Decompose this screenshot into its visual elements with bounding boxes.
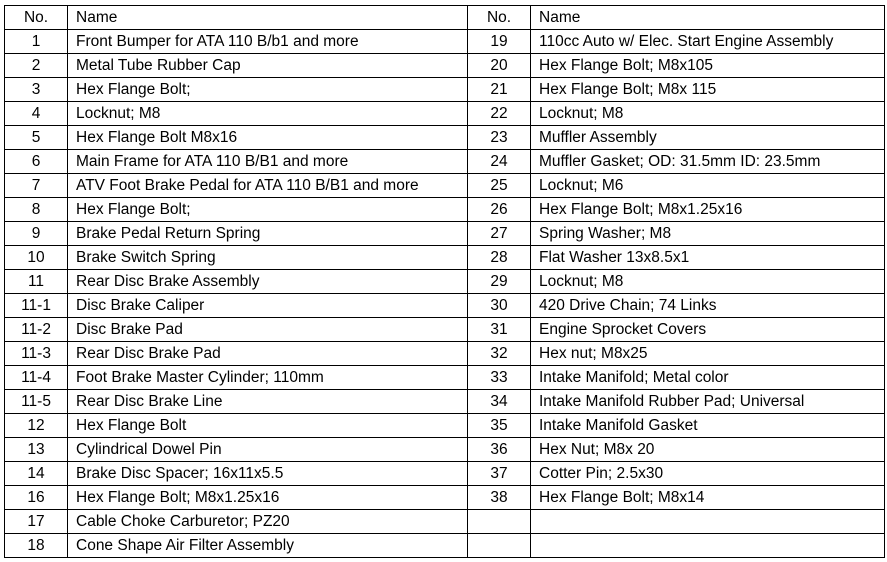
part-name-cell: Muffler Gasket; OD: 31.5mm ID: 23.5mm xyxy=(531,150,885,174)
part-name-cell: Muffler Assembly xyxy=(531,126,885,150)
part-name-cell: Hex Flange Bolt; M8x1.25x16 xyxy=(68,486,468,510)
parts-table xyxy=(4,5,885,558)
part-number-cell: 24 xyxy=(468,150,531,174)
part-number-cell: 1 xyxy=(5,30,68,54)
part-number-cell: 2 xyxy=(5,54,68,78)
part-number-cell: 23 xyxy=(468,126,531,150)
part-name-cell: Hex Flange Bolt; M8x14 xyxy=(531,486,885,510)
table-row xyxy=(5,246,885,270)
part-name-cell xyxy=(531,534,885,558)
table-row xyxy=(5,150,885,174)
right-name-header: Name xyxy=(531,6,885,30)
table-row xyxy=(5,198,885,222)
part-number-cell: 7 xyxy=(5,174,68,198)
part-number-cell: 4 xyxy=(5,102,68,126)
part-name-cell: Flat Washer 13x8.5x1 xyxy=(531,246,885,270)
part-name-cell: Brake Pedal Return Spring xyxy=(68,222,468,246)
table-row xyxy=(5,318,885,342)
part-name-cell: Cylindrical Dowel Pin xyxy=(68,438,468,462)
part-name-cell: Intake Manifold Gasket xyxy=(531,414,885,438)
part-name-cell: Locknut; M8 xyxy=(68,102,468,126)
part-name-cell: Rear Disc Brake Line xyxy=(68,390,468,414)
part-name-cell: Intake Manifold Rubber Pad; Universal xyxy=(531,390,885,414)
part-name-cell: Foot Brake Master Cylinder; 110mm xyxy=(68,366,468,390)
part-name-cell: Hex Nut; M8x 20 xyxy=(531,438,885,462)
part-name-cell: Locknut; M6 xyxy=(531,174,885,198)
part-number-cell: 6 xyxy=(5,150,68,174)
part-name-cell: Hex Flange Bolt M8x16 xyxy=(68,126,468,150)
part-name-cell: Hex Flange Bolt; M8x1.25x16 xyxy=(531,198,885,222)
part-name-cell: Brake Disc Spacer; 16x11x5.5 xyxy=(68,462,468,486)
part-number-cell: 27 xyxy=(468,222,531,246)
table-row xyxy=(5,342,885,366)
part-number-cell: 28 xyxy=(468,246,531,270)
table-body xyxy=(5,30,885,558)
part-name-cell: Hex Flange Bolt; M8x105 xyxy=(531,54,885,78)
part-number-cell: 26 xyxy=(468,198,531,222)
part-name-cell: Intake Manifold; Metal color xyxy=(531,366,885,390)
left-no-header: No. xyxy=(5,6,68,30)
part-name-cell: Cone Shape Air Filter Assembly xyxy=(68,534,468,558)
part-name-cell: Metal Tube Rubber Cap xyxy=(68,54,468,78)
part-number-cell: 17 xyxy=(5,510,68,534)
part-number-cell: 5 xyxy=(5,126,68,150)
part-name-cell: Disc Brake Pad xyxy=(68,318,468,342)
part-number-cell: 9 xyxy=(5,222,68,246)
table-row xyxy=(5,126,885,150)
table-row xyxy=(5,462,885,486)
part-name-cell: Hex Flange Bolt; M8x 115 xyxy=(531,78,885,102)
part-number-cell: 11-1 xyxy=(5,294,68,318)
part-name-cell: Brake Switch Spring xyxy=(68,246,468,270)
header-row xyxy=(5,6,885,30)
table-row xyxy=(5,366,885,390)
part-number-cell: 13 xyxy=(5,438,68,462)
part-number-cell: 11-2 xyxy=(5,318,68,342)
part-number-cell: 14 xyxy=(5,462,68,486)
part-number-cell: 18 xyxy=(5,534,68,558)
right-no-header: No. xyxy=(468,6,531,30)
part-number-cell: 19 xyxy=(468,30,531,54)
part-name-cell: Spring Washer; M8 xyxy=(531,222,885,246)
part-name-cell: Main Frame for ATA 110 B/B1 and more xyxy=(68,150,468,174)
part-number-cell: 34 xyxy=(468,390,531,414)
table-row xyxy=(5,222,885,246)
part-name-cell: Hex Flange Bolt xyxy=(68,414,468,438)
part-number-cell: 12 xyxy=(5,414,68,438)
part-number-cell: 31 xyxy=(468,318,531,342)
part-number-cell: 16 xyxy=(5,486,68,510)
part-number-cell: 35 xyxy=(468,414,531,438)
part-name-cell: Cotter Pin; 2.5x30 xyxy=(531,462,885,486)
table-row xyxy=(5,54,885,78)
part-number-cell: 37 xyxy=(468,462,531,486)
part-name-cell: Front Bumper for ATA 110 B/b1 and more xyxy=(68,30,468,54)
part-number-cell: 10 xyxy=(5,246,68,270)
table-row xyxy=(5,486,885,510)
part-name-cell: Hex Flange Bolt; xyxy=(68,198,468,222)
part-number-cell: 11-3 xyxy=(5,342,68,366)
left-name-header: Name xyxy=(68,6,468,30)
part-name-cell: ATV Foot Brake Pedal for ATA 110 B/B1 and more xyxy=(68,174,468,198)
part-name-cell xyxy=(531,510,885,534)
table-row xyxy=(5,438,885,462)
part-name-cell: Locknut; M8 xyxy=(531,102,885,126)
part-number-cell: 11 xyxy=(5,270,68,294)
part-number-cell: 29 xyxy=(468,270,531,294)
part-number-cell: 21 xyxy=(468,78,531,102)
table-row xyxy=(5,78,885,102)
part-name-cell: Cable Choke Carburetor; PZ20 xyxy=(68,510,468,534)
part-number-cell: 11-4 xyxy=(5,366,68,390)
part-number-cell: 33 xyxy=(468,366,531,390)
table-row xyxy=(5,174,885,198)
part-name-cell: Disc Brake Caliper xyxy=(68,294,468,318)
part-name-cell: Rear Disc Brake Pad xyxy=(68,342,468,366)
table-row xyxy=(5,30,885,54)
part-number-cell: 8 xyxy=(5,198,68,222)
part-name-cell: 110cc Auto w/ Elec. Start Engine Assembly xyxy=(531,30,885,54)
table-row xyxy=(5,534,885,558)
part-number-cell: 3 xyxy=(5,78,68,102)
part-name-cell: Rear Disc Brake Assembly xyxy=(68,270,468,294)
table-row xyxy=(5,294,885,318)
table-row xyxy=(5,102,885,126)
part-number-cell xyxy=(468,534,531,558)
part-name-cell: Hex Flange Bolt; xyxy=(68,78,468,102)
part-number-cell: 22 xyxy=(468,102,531,126)
part-number-cell: 36 xyxy=(468,438,531,462)
table-row xyxy=(5,390,885,414)
part-number-cell: 32 xyxy=(468,342,531,366)
part-number-cell: 11-5 xyxy=(5,390,68,414)
part-name-cell: Engine Sprocket Covers xyxy=(531,318,885,342)
table-row xyxy=(5,510,885,534)
part-number-cell xyxy=(468,510,531,534)
table-row xyxy=(5,270,885,294)
part-number-cell: 38 xyxy=(468,486,531,510)
table-row xyxy=(5,414,885,438)
part-name-cell: Hex nut; M8x25 xyxy=(531,342,885,366)
part-number-cell: 30 xyxy=(468,294,531,318)
part-name-cell: Locknut; M8 xyxy=(531,270,885,294)
part-name-cell: 420 Drive Chain; 74 Links xyxy=(531,294,885,318)
part-number-cell: 25 xyxy=(468,174,531,198)
part-number-cell: 20 xyxy=(468,54,531,78)
